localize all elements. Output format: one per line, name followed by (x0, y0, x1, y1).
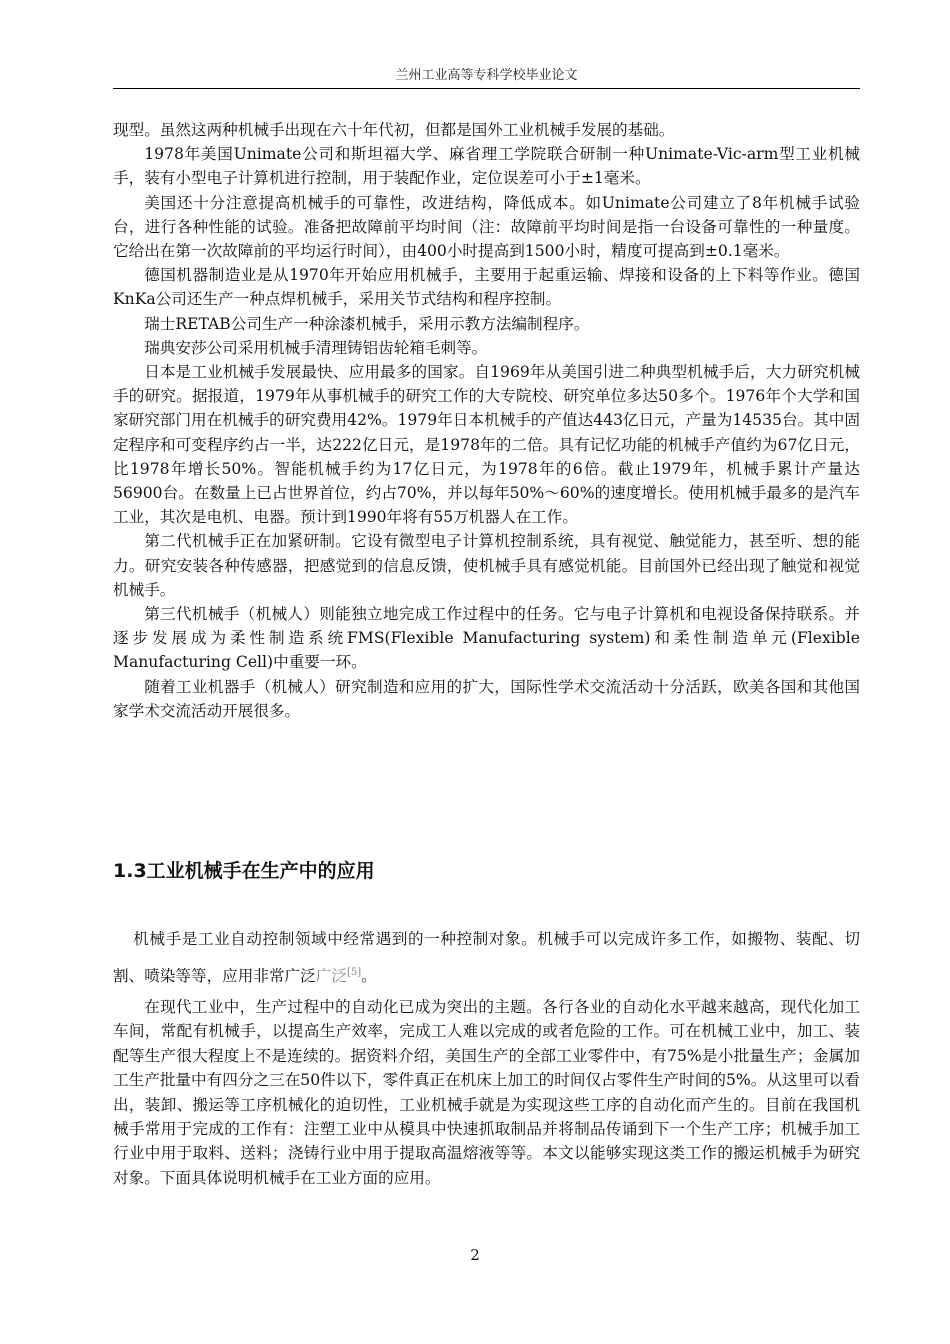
paragraph: 随着工业机器手（机械人）研究制造和应用的扩大，国际性学术交流活动十分活跃，欧美各国和其他国家学术交流活动开展很多。 (113, 677, 860, 720)
paragraph: 日本是工业机械手发展最快、应用最多的国家。自1969年从美国引进二种典型机械手后，大力研究机械手的研究。据报道，1979年从事机械手的研究工作的大专院校、研究单位多达50多个。1976年个大学和国家研究部门用在机械手的研究费用42%。1979年日本机械手的产值达443亿日元，产量为14535台。其中固定程序和可变程序约占一半，达222亿日元，是1978年的二倍。具有记忆功能的机械手产值约为67亿日元，比1978年增长50%。智能机械手约为17亿日元，为1978年的6倍。截止1979年，机械手累计产量达56900台。在数量上已占世界首位，约占70%，并以每年50%～60%的速度增长。使用机械手最多的是汽车工业，其次是电机、电器。预计到1990年将有55万机器人在工作。 (113, 363, 860, 527)
page-number: 2 (470, 1246, 480, 1264)
section-body (113, 995, 860, 1190)
paragraph: 1978年美国Unimate公司和斯坦福大学、麻省理工学院联合研制一种Unimate-Vic-arm型工业机械手，装有小型电子计算机进行控制，用于装配作业，定位误差可小于±1毫米。 (113, 145, 860, 188)
paragraph-text: 机械手是工业自动控制领域中经常遇到的一种控制对象。机械手可以完成许多工作，如搬物、装配、切割、喷染等等，应用非常广泛 (113, 930, 860, 986)
paragraph: 第三代机械手（机械人）则能独立地完成工作过程中的任务。它与电子计算机和电视设备保持联系。并逐步发展成为柔性制造系统FMS(Flexible Manufacturing system)和柔性制造单元(Flexible Manufacturing Cell)中重要一环。 (113, 605, 860, 672)
body-text (113, 118, 860, 723)
citation-text: 广泛 (315, 967, 347, 986)
paragraph: 现型。虽然这两种机械手出现在六十年代初，但都是国外工业机械手发展的基础。 (113, 121, 675, 139)
paragraph-end: 。 (361, 967, 377, 986)
paragraph: 瑞典安莎公司采用机械手清理铸铝齿轮箱毛刺等。 (144, 338, 488, 357)
section-heading: 1.3工业机械手在生产中的应用 (113, 860, 375, 882)
paragraph: 瑞士RETAB公司生产一种涂漆机械手，采用示教方法编制程序。 (144, 314, 590, 333)
citation-reference: [5] (346, 967, 362, 978)
paragraph: 第二代机械手正在加紧研制。它设有微型电子计算机控制系统，具有视觉、触觉能力，甚至听、想的能力。研究安装各种传感器，把感觉到的信息反馈，使机械手具有感觉机能。目前国外已经出现了触觉和视觉机械手。 (113, 532, 860, 599)
page-header: 兰州工业高等专科学校毕业论文 (113, 64, 860, 89)
paragraph: 美国还十分注意提高机械手的可靠性，改进结构，降低成本。如Unimate公司建立了8年机械手试验台，进行各种性能的试验。准备把故障前平均时间（注：故障前平均时间是指一台设备可靠性的一种量度。它给出在第一次故障前的平均运行时间），由400小时提高到1500小时，精度可提高到±0.1毫米。 (113, 193, 860, 261)
paragraph (113, 922, 860, 993)
paragraph: 德国机器制造业是从1970年开始应用机械手，主要用于起重运输、焊接和设备的上下料等作业。德国KnKa公司还生产一种点焊机械手，采用关节式结构和程序控制。 (113, 266, 860, 309)
section-intro (113, 922, 860, 993)
paragraph: 在现代工业中，生产过程中的自动化已成为突出的主题。各行各业的自动化水平越来越高，现代化加工车间，常配有机械手，以提高生产效率，完成工人难以完成的或者危险的工作。可在机械工业中，加工、装配等生产很大程度上不是连续的。据资料介绍，美国生产的全部工业零件中，有75%是小批量生产；金属加工生产批量中有四分之三在50件以下，零件真正在机床上加工的时间仅占零件生产时间的5%。从这里可以看出，装卸、搬运等工序机械化的迫切性，工业机械手就是为实现这些工序的自动化而产生的。目前在我国机械手常用于完成的工作有：注塑工业中从模具中快速抓取制品并将制品传诵到下一个生产工序；机械手加工行业中用于取料、送料；浇铸行业中用于提取高温熔液等等。本文以能够实现这类工作的搬运机械手为研究对象。下面具体说明机械手在工业方面的应用。 (113, 998, 860, 1187)
